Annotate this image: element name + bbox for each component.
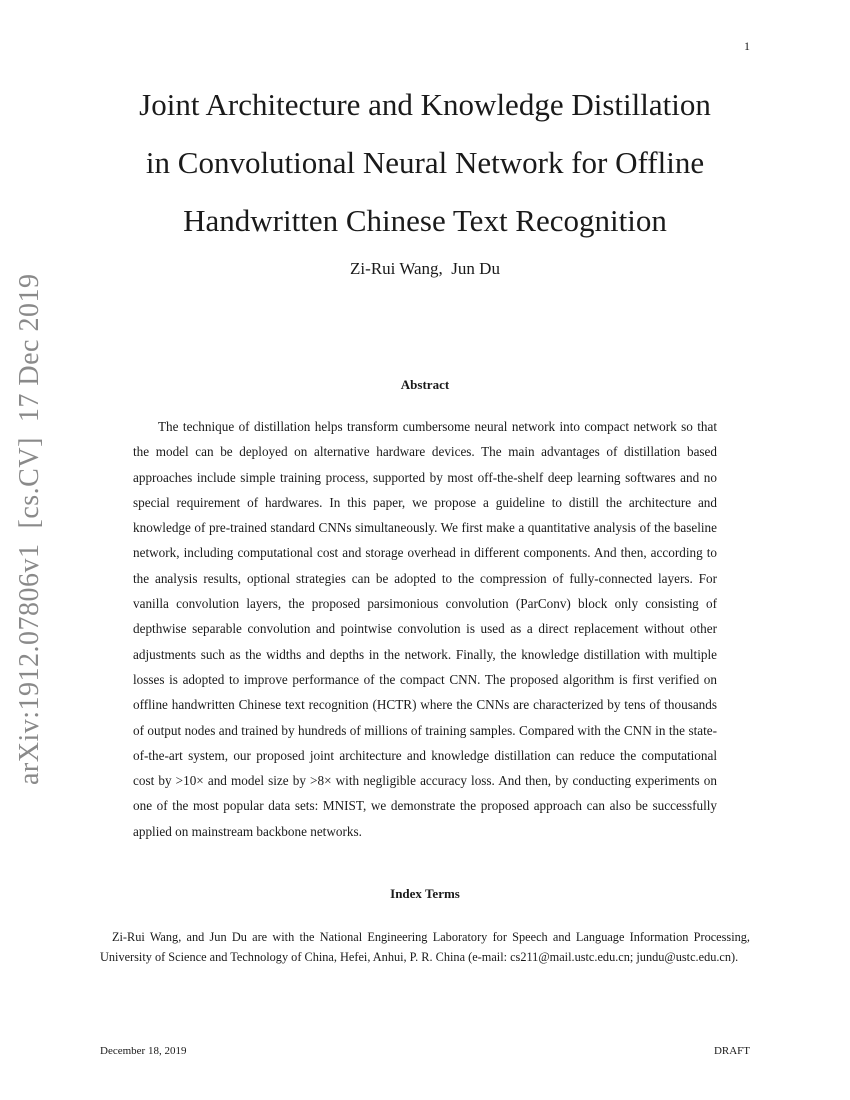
footer-status: DRAFT	[713, 1045, 750, 1057]
index-terms-heading: Index Terms	[390, 886, 460, 901]
arxiv-watermark	[6, 273, 46, 785]
arxiv-watermark-svg	[6, 273, 46, 785]
authors: Zi-Rui Wang, Jun Du	[350, 259, 500, 278]
affiliation-footnote: Zi-Rui Wang, and Jun Du are with the National Engineering Laboratory for Speech and Language Information Processing, University of Science and Technology of China, Hefei, Anhui, P. R. China (e-mail: cs211@mail.ustc.edu.cn; jundu@ustc.edu.cn).	[100, 930, 750, 964]
abstract-body: The technique of distillation helps transform cumbersome neural network into compact network so that the model can be deployed on alternative hardware devices. The main advantages of distillation based approaches include simple training process, supported by most off-the-shelf deep learning softwares and no special requirement of hardwares. In this paper, we propose a guideline to distill the architecture and knowledge of pre-trained standard CNNs simultaneously. We first make a quantitative analysis of the baseline network, including computational cost and storage overhead in different components. And then, according to the analysis results, optional strategies can be adopted to the compression of fully-connected layers. For vanilla convolution layers, the proposed parsimonious convolution (ParConv) block only consisting of depthwise separable convolution and pointwise convolution is used as a direct replacement without other adjustments such as the widths and depths in the network. Finally, the knowledge distillation with multiple losses is adopted to improve performance of the compact CNN. The proposed algorithm is first verified on offline handwritten Chinese text recognition (HCTR) where the CNNs are characterized by tens of thousands of output nodes and trained by hundreds of millions of training samples. Compared with the CNN in the state-of-the-art system, our proposed joint architecture and knowledge distillation can reduce the computational cost by >10× and model size by >8× with negligible accuracy loss. And then, by conducting experiments on one of the most popular data sets: MNIST, we demonstrate the proposed approach can also be successfully applied on mainstream backbone networks.	[133, 419, 717, 839]
title-line-2: in Convolutional Neural Network for Offline	[145, 145, 705, 180]
page-number: 1	[744, 39, 750, 53]
title-line-1: Joint Architecture and Knowledge Distillation	[139, 87, 711, 122]
title-line-3: Handwritten Chinese Text Recognition	[183, 203, 667, 238]
arxiv-id-text: arXiv:1912.07806v1 [cs.CV] 17 Dec 2019	[14, 273, 45, 785]
abstract-heading: Abstract	[400, 377, 450, 392]
footer-date: December 18, 2019	[100, 1045, 187, 1057]
paper-title	[60, 76, 790, 250]
